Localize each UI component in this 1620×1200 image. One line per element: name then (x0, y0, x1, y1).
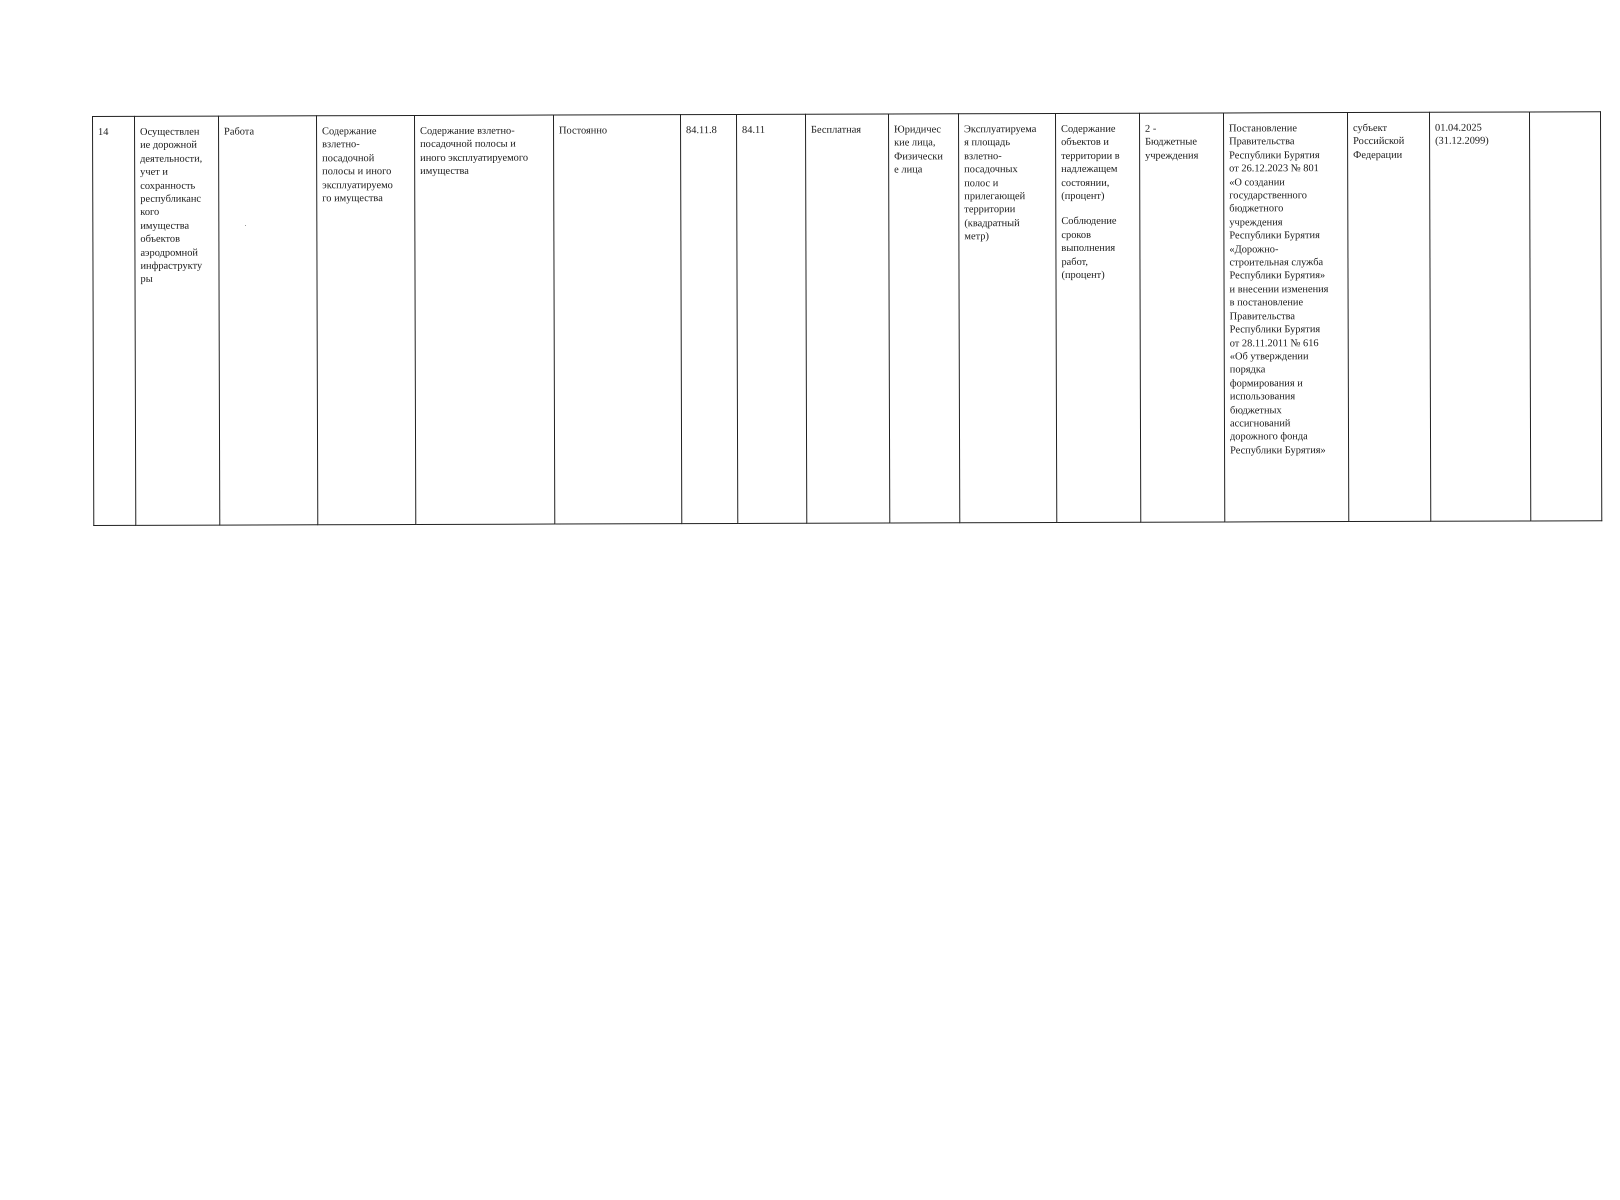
legal-basis-cell: Постановление Правительства Республики Бурятия от 26.12.2023 № 801 «О создании государственного бюджетного учреждения Республики Бурятия «Дорожно- строительная служба Республики Бурятия» и внесении изменения в постановление Правительства Республики Бурятия от 28.11.2011 № 616 «Об утверждении порядка формирования и использования бюджетных ассигнований дорожного фонда Республики Бурятия» (1223, 113, 1348, 522)
quality-indicator-1: Содержание объектов и территории в надлежащем состоянии, (процент) (1061, 123, 1120, 202)
services-register-table (92, 111, 1602, 526)
consumers-cell: Юридичес кие лица, Физически е лица (888, 114, 959, 523)
content-full-cell: Содержание взлетно- посадочной полосы и иного эксплуатируемого имущества (414, 115, 554, 524)
payment-cell: Бесплатная (805, 114, 889, 523)
extra-cell (1529, 112, 1601, 521)
quality-indicators-cell (1055, 113, 1140, 522)
table-row (93, 112, 1602, 526)
service-type-cell: Работа (219, 116, 318, 525)
authority-level-cell: субъект Российской Федерации (1347, 112, 1430, 521)
okved-group-cell: 84.11 (736, 114, 806, 523)
institution-type-cell: 2 - Бюджетные учреждения (1139, 113, 1224, 522)
scan-speck (245, 225, 246, 226)
volume-indicator-cell: Эксплуатируема я площадь взлетно- посадочных полос и прилегающей территории (квадратный метр) (958, 113, 1056, 522)
quality-indicator-2: Соблюдение сроков выполнения работ, (процент) (1061, 216, 1117, 282)
content-short-cell: Содержание взлетно- посадочной полосы и иного эксплуатируемо го имущества (317, 115, 416, 524)
row-number-cell: 14 (93, 116, 136, 525)
dates-cell: 01.04.2025 (31.12.2099) (1429, 112, 1530, 521)
okved-code-cell: 84.11.8 (680, 114, 737, 523)
service-name-cell: Осуществлен ие дорожной деятельности, учет и сохранность республиканс кого имущества объектов аэродромной инфраструкту ры (135, 116, 220, 525)
periodicity-cell: Постоянно (553, 115, 681, 524)
